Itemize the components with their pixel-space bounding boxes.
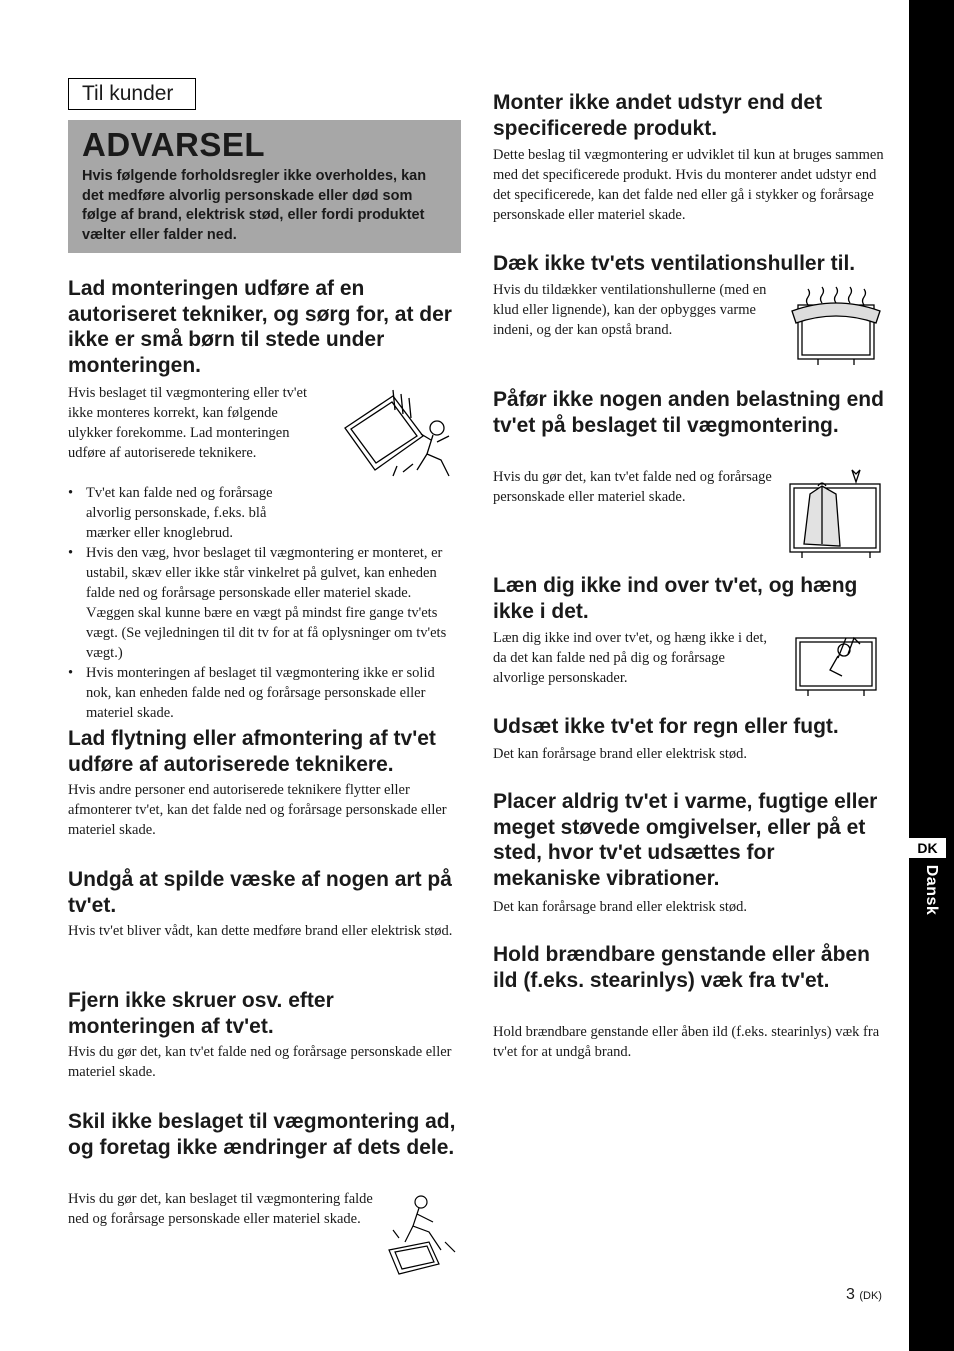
section-body: Hvis du tildækker ventilationshullerne (med en klud eller lignende), kan der opbygges varme indeni, og der kan opstå brand. [493,282,767,338]
section-heading: Udsæt ikke tv'et for regn eller fugt. [493,715,839,738]
list-item: • Tv'et kan falde ned og forårsage alvorlig personskade, f.eks. blå mærker eller knoglebrud. [68,483,302,543]
section-body: Hvis andre personer end autoriserede teknikere flytter eller afmonterer tv'et, kan det falde ned og forårsage personskade eller materiel skade. [68,782,447,838]
disassembly-illustration [385,1192,463,1280]
language-side-tab [909,0,954,1351]
warning-title: ADVARSEL [82,126,266,163]
list-item: • Hvis den væg, hvor beslaget til vægmontering er monteret, er ustabil, skæv eller ikke står vinkelret på gulvet, kan enheden falde ned og forårsage personskade eller materiel skade. Væggen skal kunne bære en vægt på mindst fire gange tv'ets vægt. (Se vejledningen til dit tv for at få oplysninger om tv'ets vægt.) [68,543,461,663]
section-heading: Monter ikke andet udstyr end det specificerede produkt. [493,91,823,140]
section-heading: Fjern ikke skruer osv. efter monteringen af tv'et. [68,989,334,1038]
section-body: Hvis du gør det, kan beslaget til vægmontering falde ned og forårsage personskade eller materiel skade. [68,1191,373,1227]
page-number [846,1286,882,1304]
language-label: Dansk [923,864,940,916]
section-heading: Dæk ikke tv'ets ventilationshuller til. [493,252,856,275]
hanging-coat-illustration [782,464,886,560]
section-heading: Skil ikke beslaget til vægmontering ad, og foretag ikke ændringer af dets dele. [68,1110,456,1159]
section-heading: Påfør ikke nogen anden belastning end tv'et på beslaget til vægmontering. [493,388,884,437]
leaning-person-illustration [790,630,882,700]
section-body: Det kan forårsage brand eller elektrisk stød. [493,899,748,915]
section-body: Hold brændbare genstande eller åben ild (f.eks. stearinlys) væk fra tv'et for at undgå brand. [493,1024,880,1060]
bullet-list [68,483,461,723]
section-body: Hvis du gør det, kan tv'et falde ned og forårsage personskade eller materiel skade. [493,469,772,505]
page-number-suffix: (DK) [859,1290,882,1302]
list-item: • Hvis monteringen af beslaget til vægmontering ikke er solid nok, kan enheden falde ned og forårsage personskade eller materiel skade. [68,663,461,723]
page-number-value: 3 [846,1286,855,1303]
section-heading: Hold brændbare genstande eller åben ild (f.eks. stearinlys) væk fra tv'et. [493,943,870,992]
language-badge: DK [909,838,946,858]
section-body: Hvis du gør det, kan tv'et falde ned og forårsage personskade eller materiel skade. [68,1044,452,1080]
section-heading: Læn dig ikke ind over tv'et, og hæng ikke i det. [493,574,858,623]
section-body: Dette beslag til vægmontering er udviklet til kun at bruges sammen med det specificerede produkt. Hvis du monterer andet udstyr end det specificerede, kan det falde ned eller gå i stykker og forårsage personskade eller materiel skade. [493,147,884,223]
section-body: Det kan forårsage brand eller elektrisk stød. [493,746,748,762]
section-heading: Placer aldrig tv'et i varme, fugtige eller meget støvede omgivelser, eller på et sted, hvor tv'et udsættes for mekaniske vibrationer. [493,790,878,890]
section-heading: Lad monteringen udføre af en autoriseret tekniker, og sørg for, at der ikke er små børn til stede under monteringen. [68,277,452,377]
section-body: Hvis beslaget til vægmontering eller tv'et ikke monteres korrekt, kan følgende ulykker forekomme. Lad monteringen udføre af autoriserede teknikere. [68,385,307,461]
warning-text: Hvis følgende forholdsregler ikke overholdes, kan det medføre alvorlig personskade eller død som følge af brand, elektrisk stød, eller fordi produktet vælter eller falder ned. [82,168,427,243]
section-label: Til kunder [68,78,196,110]
section-body: Læn dig ikke ind over tv'et, og hæng ikke i det, da det kan falde ned på dig og forårsage alvorlige personskader. [493,630,768,686]
section-body: Hvis tv'et bliver vådt, kan dette medføre brand eller elektrisk stød. [68,923,453,939]
section-heading: Lad flytning eller afmontering af tv'et udføre af autoriserede teknikere. [68,727,436,776]
section-heading: Undgå at spilde væske af nogen art på tv'et. [68,868,452,917]
warning-box [68,120,461,253]
covered-tv-illustration [788,283,884,367]
falling-tv-illustration [333,388,461,480]
